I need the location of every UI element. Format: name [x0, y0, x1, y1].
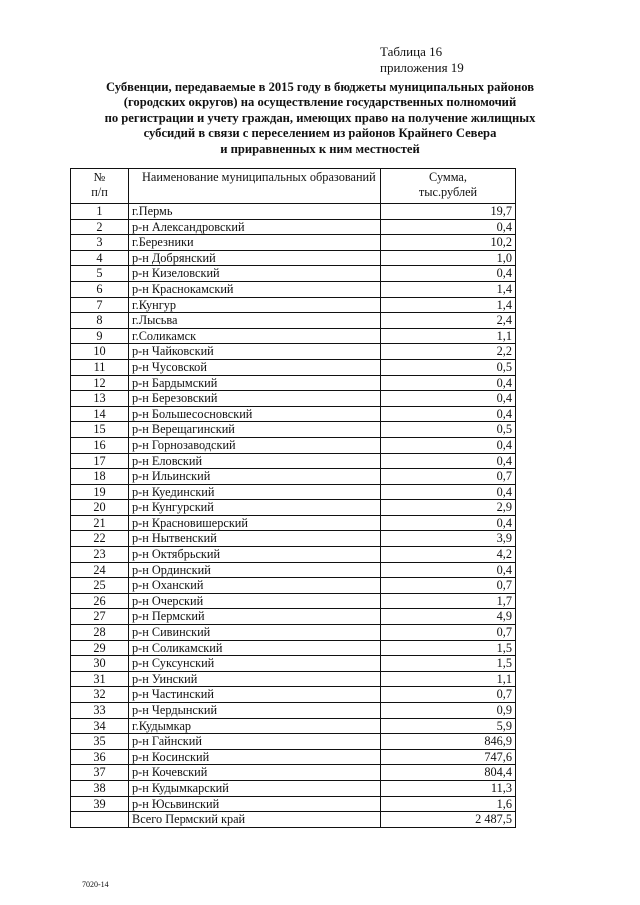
- row-number: 34: [71, 718, 129, 734]
- subsidy-table: [70, 168, 516, 828]
- table-row: [71, 718, 516, 734]
- row-number: 9: [71, 328, 129, 344]
- row-sum: 2,4: [381, 313, 516, 329]
- table-row: [71, 359, 516, 375]
- row-number: 20: [71, 500, 129, 516]
- row-number: 28: [71, 625, 129, 641]
- table-row: [71, 344, 516, 360]
- row-name: г.Кудымкар: [129, 718, 381, 734]
- row-number: 6: [71, 281, 129, 297]
- row-name: р-н Добрянский: [129, 250, 381, 266]
- table-row: [71, 313, 516, 329]
- row-sum: 747,6: [381, 749, 516, 765]
- row-name: р-н Еловский: [129, 453, 381, 469]
- row-name: р-н Соликамский: [129, 640, 381, 656]
- table-row: [71, 625, 516, 641]
- row-number: 23: [71, 547, 129, 563]
- row-sum: 0,7: [381, 578, 516, 594]
- table-row: [71, 219, 516, 235]
- table-row: [71, 749, 516, 765]
- table-row: [71, 204, 516, 220]
- row-name: р-н Чердынский: [129, 703, 381, 719]
- row-name: г.Лысьва: [129, 313, 381, 329]
- title-line: и приравненных к ним местностей: [220, 141, 420, 156]
- row-sum: 5,9: [381, 718, 516, 734]
- row-number: 3: [71, 235, 129, 251]
- row-sum: 2,2: [381, 344, 516, 360]
- row-number: 29: [71, 640, 129, 656]
- row-name: р-н Юсьвинский: [129, 796, 381, 812]
- row-name: р-н Чайковский: [129, 344, 381, 360]
- table-row: [71, 281, 516, 297]
- row-sum: 0,7: [381, 625, 516, 641]
- row-number: 2: [71, 219, 129, 235]
- row-name: г.Кунгур: [129, 297, 381, 313]
- row-sum: 11,3: [381, 780, 516, 796]
- title-line: (городских округов) на осуществление государственных полномочий: [123, 95, 517, 110]
- row-sum: 0,4: [381, 406, 516, 422]
- row-number: 25: [71, 578, 129, 594]
- row-name: р-н Кудымкарский: [129, 780, 381, 796]
- row-number: 15: [71, 422, 129, 438]
- table-row: [71, 703, 516, 719]
- row-number: 32: [71, 687, 129, 703]
- row-sum: 10,2: [381, 235, 516, 251]
- table-row: [71, 531, 516, 547]
- row-sum: 0,4: [381, 219, 516, 235]
- table-row: [71, 235, 516, 251]
- row-name: р-н Уинский: [129, 671, 381, 687]
- row-name: р-н Ильинский: [129, 469, 381, 485]
- row-sum: 1,5: [381, 640, 516, 656]
- row-name: р-н Пермский: [129, 609, 381, 625]
- row-sum: 1,1: [381, 671, 516, 687]
- row-number: 17: [71, 453, 129, 469]
- row-name: р-н Верещагинский: [129, 422, 381, 438]
- row-number: 5: [71, 266, 129, 282]
- table-row: [71, 484, 516, 500]
- row-name: р-н Александровский: [129, 219, 381, 235]
- row-number: 39: [71, 796, 129, 812]
- row-name: р-н Горнозаводский: [129, 437, 381, 453]
- row-name: р-н Куединский: [129, 484, 381, 500]
- title-line: Субвенции, передаваемые в 2015 году в бюджеты муниципальных районов: [105, 80, 535, 94]
- row-number: 16: [71, 437, 129, 453]
- row-name: р-н Кизеловский: [129, 266, 381, 282]
- header-number: № п/п: [71, 169, 129, 204]
- table-row: [71, 640, 516, 656]
- row-sum: 0,5: [381, 359, 516, 375]
- row-sum: 1,6: [381, 796, 516, 812]
- table-row: [71, 593, 516, 609]
- table-row: [71, 547, 516, 563]
- row-sum: 4,9: [381, 609, 516, 625]
- row-sum: 0,7: [381, 469, 516, 485]
- row-number: 12: [71, 375, 129, 391]
- row-name: р-н Кочевский: [129, 765, 381, 781]
- table-row: [71, 780, 516, 796]
- appendix-label: приложения 19: [380, 60, 464, 75]
- table-row: [71, 734, 516, 750]
- row-name: р-н Частинский: [129, 687, 381, 703]
- row-name: г.Соликамск: [129, 328, 381, 344]
- row-number: 7: [71, 297, 129, 313]
- table-row: [71, 422, 516, 438]
- row-name: р-н Косинский: [129, 749, 381, 765]
- row-sum: 1,0: [381, 250, 516, 266]
- row-name: г.Березники: [129, 235, 381, 251]
- row-sum: 846,9: [381, 734, 516, 750]
- table-row: [71, 469, 516, 485]
- table-caption: [380, 44, 464, 76]
- row-sum: 0,4: [381, 437, 516, 453]
- table-row: [71, 266, 516, 282]
- row-number: 10: [71, 344, 129, 360]
- row-sum: 4,2: [381, 547, 516, 563]
- table-row: [71, 671, 516, 687]
- title-line: субсидий в связи с переселением из районов Крайнего Севера: [143, 126, 497, 141]
- row-sum: 0,9: [381, 703, 516, 719]
- table-body: [71, 204, 516, 828]
- row-name: р-н Краснокамский: [129, 281, 381, 297]
- row-number: 13: [71, 391, 129, 407]
- row-sum: 0,4: [381, 391, 516, 407]
- row-sum: 1,7: [381, 593, 516, 609]
- row-name: р-н Бардымский: [129, 375, 381, 391]
- row-number: 22: [71, 531, 129, 547]
- table-row: [71, 391, 516, 407]
- row-name: р-н Оханский: [129, 578, 381, 594]
- table-row: [71, 765, 516, 781]
- total-sum: 2 487,5: [381, 812, 516, 828]
- row-number: 24: [71, 562, 129, 578]
- total-number-empty: [71, 812, 129, 828]
- row-sum: 0,4: [381, 266, 516, 282]
- row-name: р-н Гайнский: [129, 734, 381, 750]
- header-name: Наименование муниципальных образований: [129, 169, 381, 204]
- row-sum: 1,5: [381, 656, 516, 672]
- row-name: р-н Сивинский: [129, 625, 381, 641]
- row-number: 4: [71, 250, 129, 266]
- row-number: 8: [71, 313, 129, 329]
- row-sum: 1,4: [381, 281, 516, 297]
- table-row: [71, 406, 516, 422]
- table-row: [71, 500, 516, 516]
- row-name: р-н Очерский: [129, 593, 381, 609]
- table-row: [71, 578, 516, 594]
- title-line: по регистрации и учету граждан, имеющих право на получение жилищных: [104, 110, 536, 125]
- row-name: р-н Октябрьский: [129, 547, 381, 563]
- table-row: [71, 687, 516, 703]
- row-sum: 1,1: [381, 328, 516, 344]
- row-number: 18: [71, 469, 129, 485]
- table-row: [71, 562, 516, 578]
- table-row: [71, 375, 516, 391]
- row-name: г.Пермь: [129, 204, 381, 220]
- row-sum: 804,4: [381, 765, 516, 781]
- row-number: 21: [71, 515, 129, 531]
- row-number: 19: [71, 484, 129, 500]
- row-sum: 0,4: [381, 453, 516, 469]
- row-name: р-н Чусовской: [129, 359, 381, 375]
- row-number: 30: [71, 656, 129, 672]
- row-name: р-н Березовский: [129, 391, 381, 407]
- table-number-label: Таблица 16: [380, 44, 443, 59]
- table-row: [71, 609, 516, 625]
- row-name: р-н Суксунский: [129, 656, 381, 672]
- row-name: р-н Большесосновский: [129, 406, 381, 422]
- row-sum: 0,4: [381, 562, 516, 578]
- row-sum: 0,7: [381, 687, 516, 703]
- row-name: р-н Кунгурский: [129, 500, 381, 516]
- total-row: [71, 812, 516, 828]
- table-row: [71, 250, 516, 266]
- table-row: [71, 328, 516, 344]
- table-row: [71, 297, 516, 313]
- row-sum: 19,7: [381, 204, 516, 220]
- header-sum: Сумма, тыс.рублей: [381, 169, 516, 204]
- row-sum: 2,9: [381, 500, 516, 516]
- table-header-row: [71, 169, 516, 204]
- row-number: 31: [71, 671, 129, 687]
- total-label: Всего Пермский край: [129, 812, 381, 828]
- table-row: [71, 796, 516, 812]
- row-number: 37: [71, 765, 129, 781]
- row-number: 38: [71, 780, 129, 796]
- row-sum: 3,9: [381, 531, 516, 547]
- table-row: [71, 656, 516, 672]
- row-number: 27: [71, 609, 129, 625]
- row-sum: 0,5: [381, 422, 516, 438]
- row-sum: 1,4: [381, 297, 516, 313]
- document-title: [70, 80, 570, 157]
- row-name: р-н Красновишерский: [129, 515, 381, 531]
- table-row: [71, 515, 516, 531]
- row-number: 1: [71, 204, 129, 220]
- row-number: 11: [71, 359, 129, 375]
- row-name: р-н Ординский: [129, 562, 381, 578]
- table-row: [71, 437, 516, 453]
- footer-code: 7020-14: [82, 880, 109, 889]
- row-sum: 0,4: [381, 375, 516, 391]
- row-number: 33: [71, 703, 129, 719]
- row-sum: 0,4: [381, 484, 516, 500]
- row-number: 14: [71, 406, 129, 422]
- table-row: [71, 453, 516, 469]
- row-sum: 0,4: [381, 515, 516, 531]
- row-number: 26: [71, 593, 129, 609]
- row-name: р-н Нытвенский: [129, 531, 381, 547]
- row-number: 35: [71, 734, 129, 750]
- row-number: 36: [71, 749, 129, 765]
